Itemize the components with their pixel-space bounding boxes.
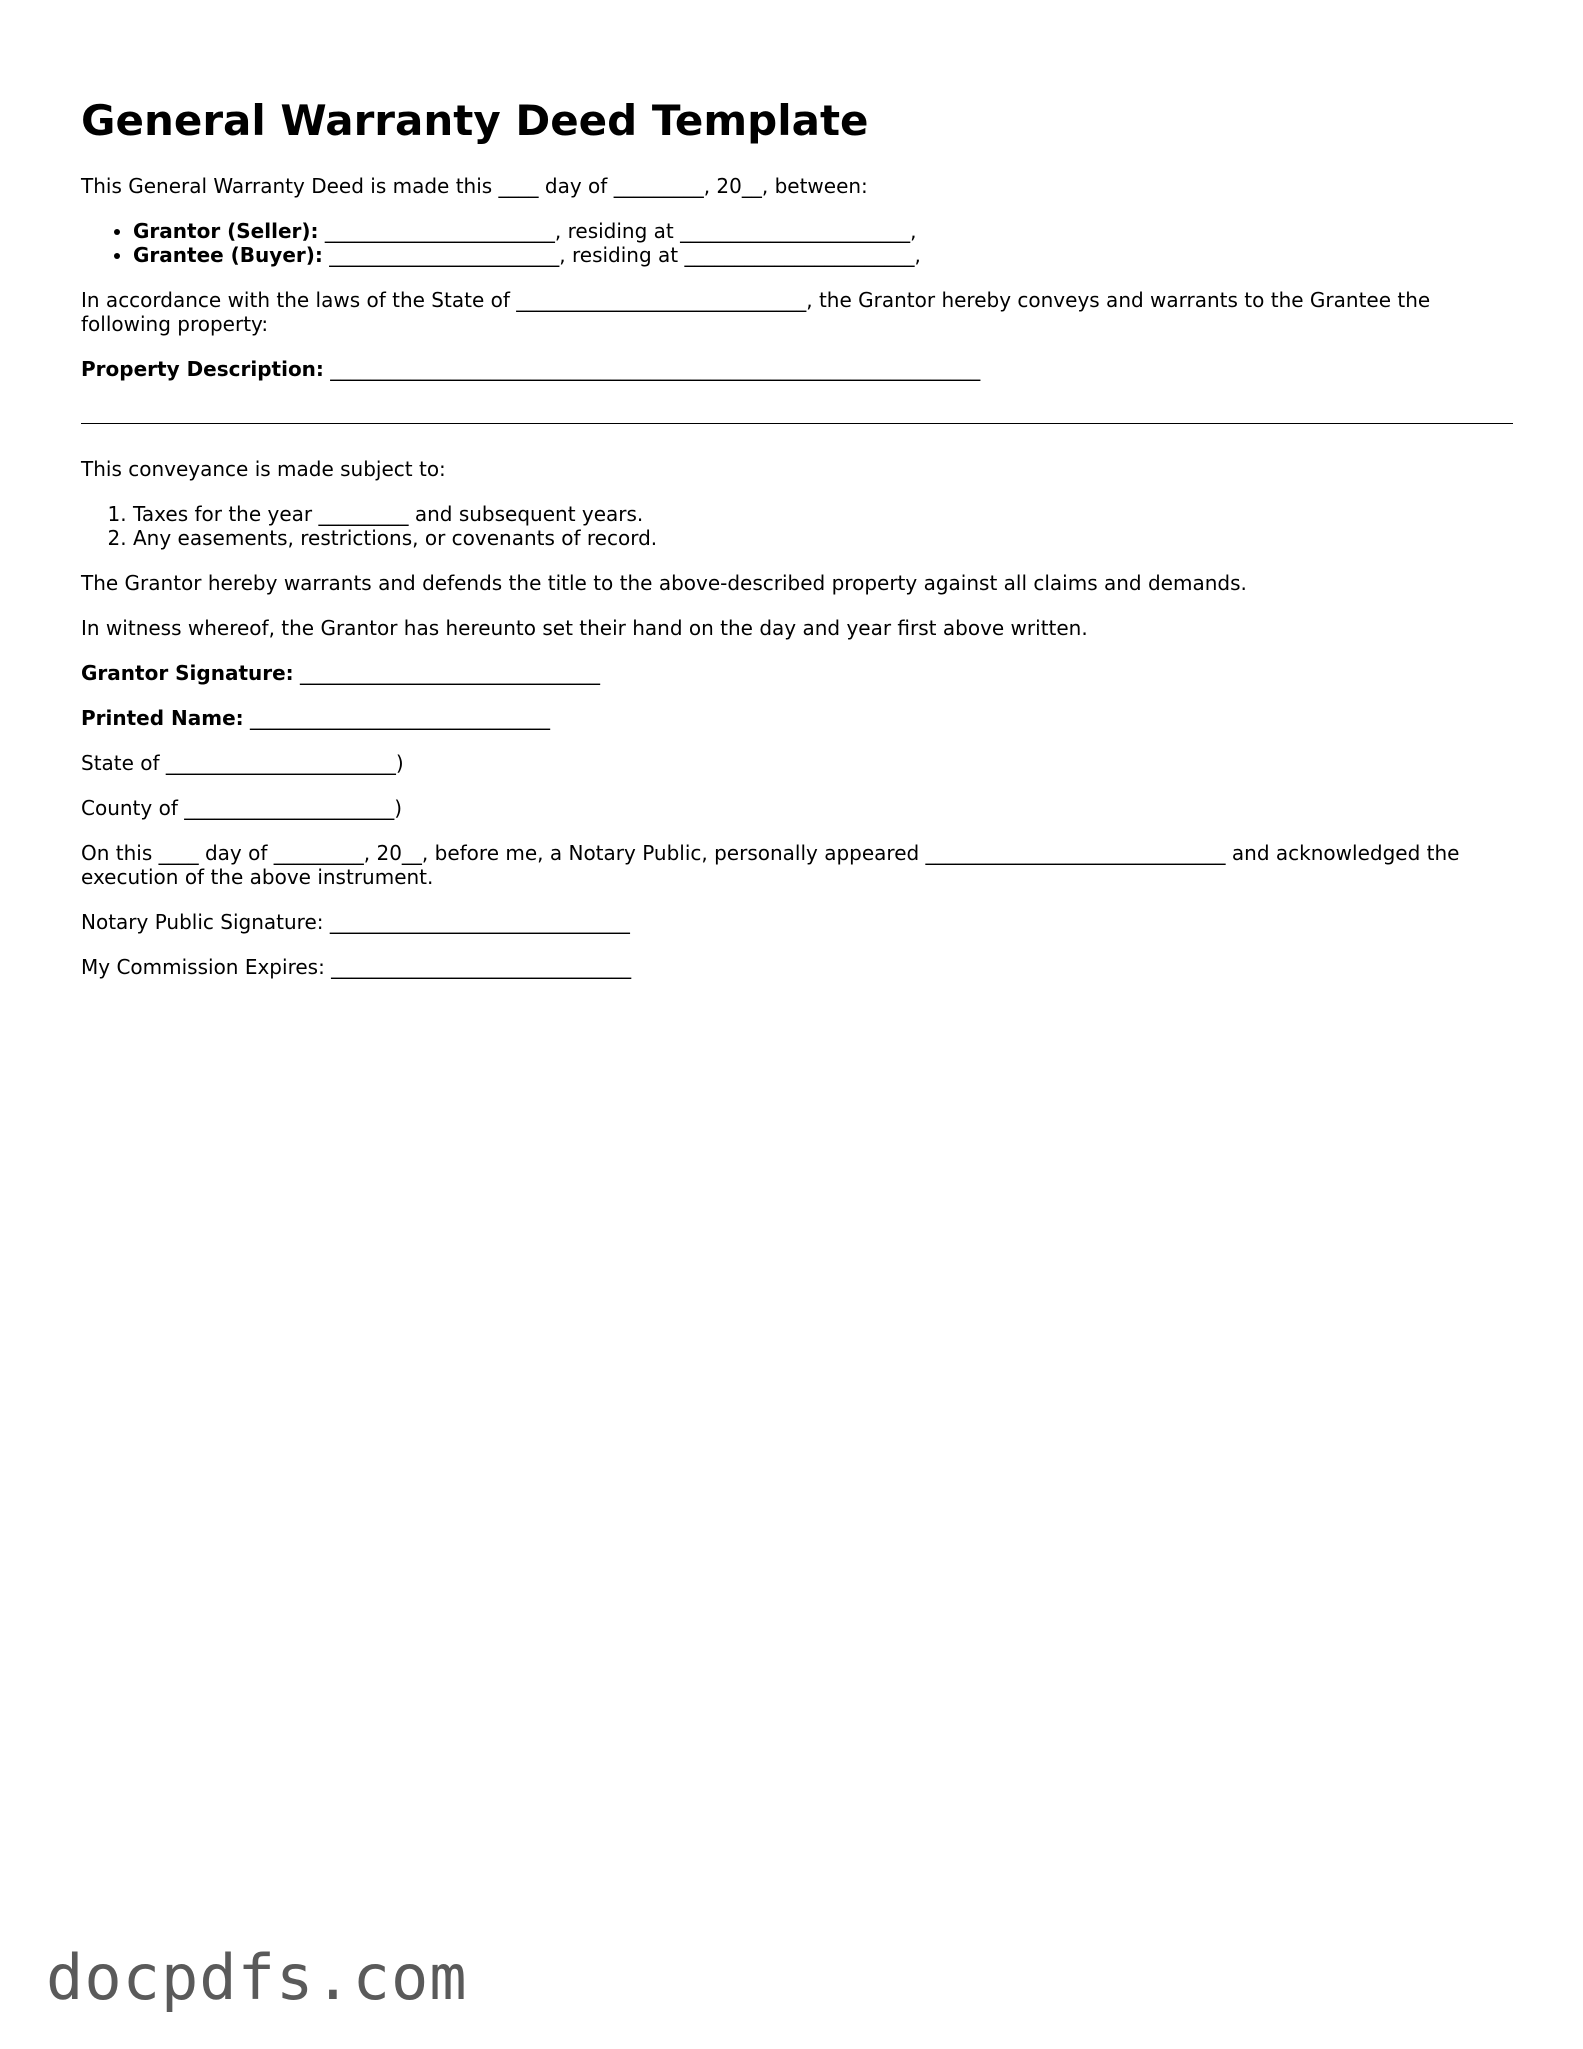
conditions-list [81,502,1513,550]
printed-name-blank: ______________________________ [243,706,551,730]
party-grantor [133,219,1513,243]
grantee-blank: _______________________, residing at _______________________, [322,243,921,267]
commission-expires-line: My Commission Expires: ______________________________ [81,955,632,979]
county-of-line: County of _____________________) [81,796,403,820]
grantor-blank: _______________________, residing at _______________________, [318,219,917,243]
grantor-signature-blank: ______________________________ [293,661,601,685]
grantor-signature-label: Grantor Signature: [81,661,294,685]
accordance-paragraph: In accordance with the laws of the State of _____________________________, the Grantor hereby conveys and warrants to the Grantee the following property: [81,288,1431,336]
condition-item: 2. Any easements, restrictions, or covenants of record. [133,526,1513,550]
intro-paragraph: This General Warranty Deed is made this ____ day of _________, 20__, between: [81,174,868,198]
subject-intro: This conveyance is made subject to: [81,457,446,481]
notary-statement: On this ____ day of _________, 20__, before me, a Notary Public, personally appeared ______________________________ and acknowledged the execution of the above instrument. [81,841,1460,889]
witness-paragraph: In witness whereof, the Grantor has hereunto set their hand on the day and year first above written. [81,616,1088,640]
notary-signature-line: Notary Public Signature: ______________________________ [81,910,630,934]
warranty-paragraph: The Grantor hereby warrants and defends the title to the above-described property against all claims and demands. [81,571,1247,595]
printed-name-line [81,706,1513,730]
property-blank: _________________________________________________________________ [323,357,981,381]
parties-list [81,219,1513,267]
condition-item: 1. Taxes for the year _________ and subsequent years. [133,502,1513,526]
state-of-line: State of _______________________) [81,751,404,775]
grantor-signature-line [81,661,1513,685]
party-grantee [133,243,1513,267]
printed-name-label: Printed Name: [81,706,244,730]
property-label: Property Description: [81,357,324,381]
document-title: General Warranty Deed Template [81,96,869,145]
deed-document [81,84,1513,1000]
property-description [81,357,1513,381]
grantee-label: Grantee (Buyer): [133,243,323,267]
watermark-logo: docpdfs.com [46,1941,468,2014]
property-continuation-line [81,423,1513,424]
grantor-label: Grantor (Seller): [133,219,319,243]
